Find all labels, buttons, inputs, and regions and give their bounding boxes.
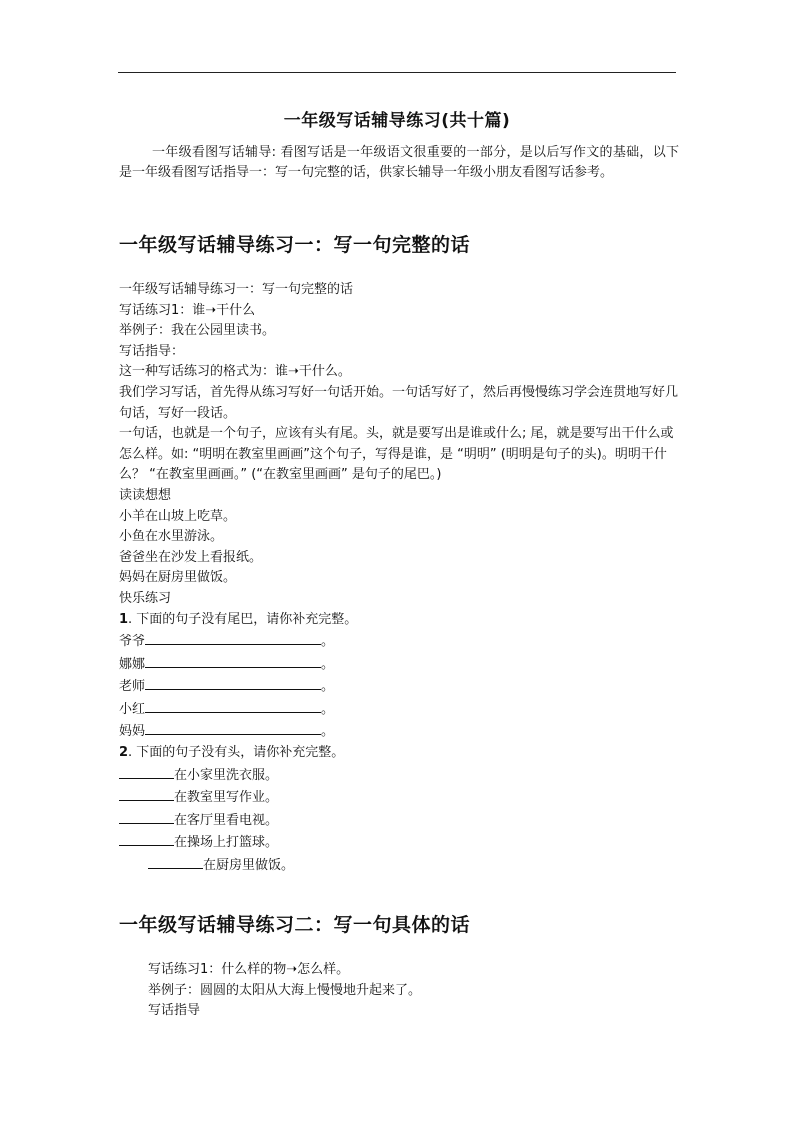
text-line: 写话指导： — [119, 343, 185, 359]
intro-paragraph: 一年级看图写话辅导: 看图写话是一年级语文很重要的一部分，是以后写作文的基础，以下是一年级看图写话指导一：写一句完整的话，供家长辅导一年级小朋友看图写话参考。 — [119, 145, 679, 180]
fill-blank-row — [119, 809, 679, 832]
fill-blank-row — [119, 854, 679, 877]
answer-blank[interactable] — [145, 653, 321, 668]
text-line: 举例子：圆圆的太阳从大海上慢慢地升起来了。 — [148, 982, 422, 998]
answer-blank[interactable] — [119, 831, 174, 846]
fill-blank-row — [119, 720, 679, 743]
text-paragraph: 我们学习写话，首先得从练习写好一句话开始。一句话写好了，然后再慢慢练习学会连贯地写好几句话，写好一段话。 — [119, 384, 679, 421]
sentence-ending: 在教室里写作业。 — [174, 790, 279, 806]
section2-body — [148, 960, 688, 1022]
text-line: 举例子：我在公园里读书。 — [119, 323, 276, 339]
period: 。 — [321, 656, 335, 672]
header-rule — [118, 72, 676, 73]
fill-blank-row — [119, 653, 679, 676]
subject-label: 小红 — [119, 701, 146, 717]
period: 。 — [321, 724, 335, 740]
text-line: 妈妈在厨房里做饭。 — [119, 570, 237, 586]
question-number: 1 — [119, 611, 129, 627]
subject-label: 老师 — [119, 679, 146, 695]
text-line: 写话练习1：谁➝干什么 — [119, 302, 256, 318]
answer-blank[interactable] — [119, 786, 174, 801]
subject-label: 娜娜 — [119, 656, 146, 672]
section1-heading: 一年级写话辅导练习一：写一句完整的话 — [119, 234, 471, 256]
text-line: 读读想想 — [119, 487, 172, 503]
answer-blank[interactable] — [145, 675, 321, 690]
answer-blank[interactable] — [148, 854, 203, 869]
sentence-ending: 在小家里洗衣服。 — [174, 767, 279, 783]
sentence-ending: 在客厅里看电视。 — [174, 812, 279, 828]
question-number: 2 — [119, 745, 129, 761]
answer-blank[interactable] — [145, 698, 321, 713]
period: 。 — [321, 679, 335, 695]
fill-blank-row — [119, 675, 679, 698]
question-1 — [119, 610, 679, 631]
answer-blank[interactable] — [119, 764, 174, 779]
text-line: 一年级写话辅导练习一：写一句完整的话 — [119, 282, 354, 297]
text-line: 快乐练习 — [119, 590, 172, 606]
answer-blank[interactable] — [145, 630, 321, 645]
period: 。 — [321, 701, 335, 717]
fill-blank-row — [119, 764, 679, 787]
text-line: 写话指导 — [148, 1003, 201, 1019]
subject-label: 爷爷 — [119, 634, 146, 650]
text-line: 小羊在山坡上吃草。 — [119, 508, 237, 524]
sentence-ending: 在操场上打篮球。 — [174, 835, 279, 851]
answer-blank[interactable] — [119, 809, 174, 824]
text-paragraph: 一句话，也就是一个句子，应该有头有尾。头，就是要写出是谁或什么; 尾，就是要写出干什么或怎么样。如: “明明在教室里画画”这个句子，写得是谁，是 “明明” (明明是句子的头)。明明干什么？ “在教室里画画。” (“在教室里画画” 是句子的尾巴。) — [119, 426, 674, 483]
subject-label: 妈妈 — [119, 724, 146, 740]
sentence-ending: 在厨房里做饭。 — [203, 858, 295, 874]
section1-body — [119, 280, 679, 877]
fill-blank-row — [119, 786, 679, 809]
text-line: 小鱼在水里游泳。 — [119, 529, 224, 545]
answer-blank[interactable] — [145, 720, 321, 735]
fill-blank-row — [119, 831, 679, 854]
question-text: . 下面的句子没有头，请你补充完整。 — [128, 745, 345, 761]
text-line: 写话练习1：什么样的物➝怎么样。 — [148, 962, 350, 977]
fill-blank-row — [119, 698, 679, 721]
document-title: 一年级写话辅导练习(共十篇) — [283, 111, 511, 131]
text-line: 爸爸坐在沙发上看报纸。 — [119, 549, 263, 565]
section2-heading: 一年级写话辅导练习二：写一句具体的话 — [119, 914, 471, 936]
text-line: 这一种写话练习的格式为：谁➝干什么。 — [119, 364, 351, 380]
question-text: . 下面的句子没有尾巴，请你补充完整。 — [128, 611, 358, 627]
question-2 — [119, 743, 679, 764]
fill-blank-row — [119, 630, 679, 653]
period: 。 — [321, 634, 335, 650]
